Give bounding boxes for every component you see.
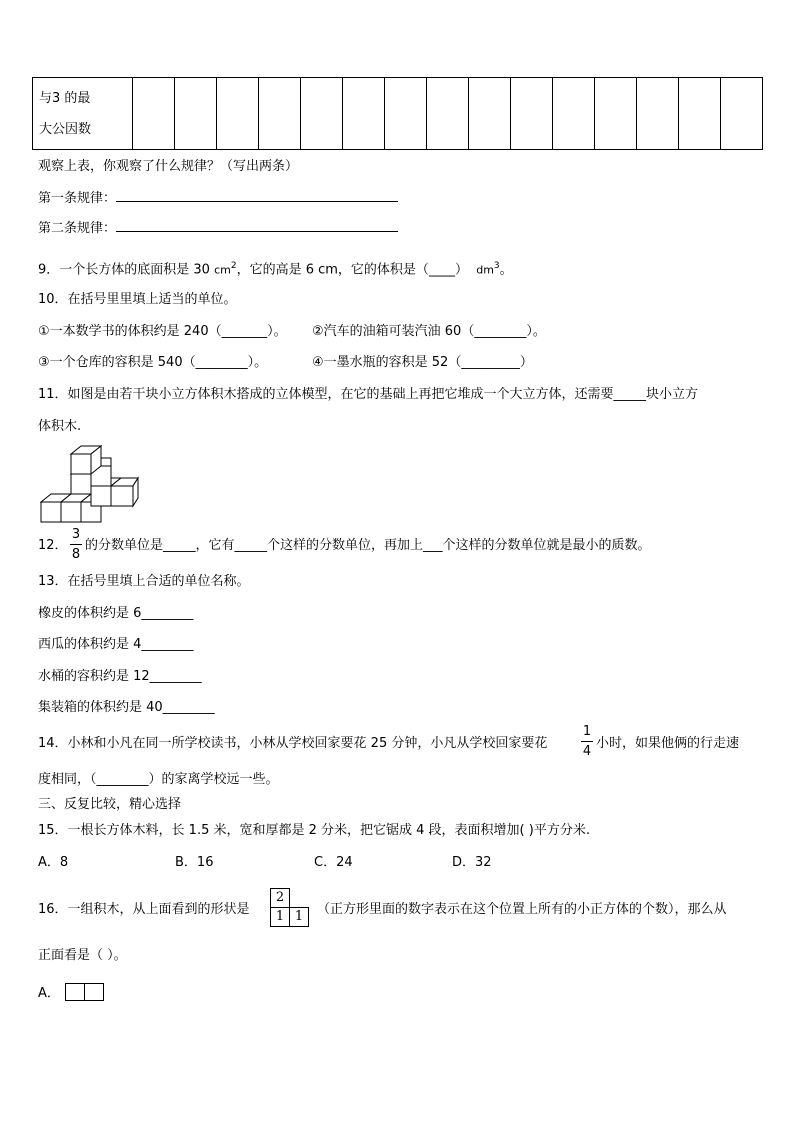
q11-line1: 11．如图是由若干块小立方体积木搭成的立体模型，在它的基础上再把它堆成一个大立方体，还需要_____块小立方 (38, 387, 699, 402)
top-view-cell-bottom-right: 1 (289, 907, 309, 927)
q10-item-c: ③一个仓库的容积是 540（________）。 (38, 355, 268, 370)
option-a-square-right (84, 983, 104, 1001)
q13-item-c: 水桶的容积约是 12________ (38, 669, 202, 684)
q14-line2: 度相同，（________）的家离学校远一些。 (38, 772, 279, 787)
table-cell[interactable] (553, 78, 595, 150)
table-cell[interactable] (259, 78, 301, 150)
table-cell[interactable] (721, 78, 763, 150)
q16-text-before: 16．一组积木，从上面看到的形状是 (38, 902, 250, 917)
q9-exp-3: 3 (493, 261, 500, 271)
table-cell[interactable] (427, 78, 469, 150)
q12-text: 的分数单位是_____，它有_____个这样的分数单位，再加上___个这样的分数单位就是最小的质数。 (85, 538, 651, 553)
top-view-cell-top: 2 (270, 888, 290, 908)
table-label-line1: 与3 的最 (39, 90, 91, 106)
q16-option-a-label[interactable]: A． (38, 986, 60, 1001)
q10-title: 10．在括号里里填上适当的单位。 (38, 292, 237, 307)
top-view-cell-bottom-left: 1 (270, 907, 290, 927)
q10-item-b: ②汽车的油箱可装汽油 60（________）。 (312, 324, 546, 339)
q13-title: 13．在括号里填上合适的单位名称。 (38, 574, 250, 589)
q13-item-b: 西瓜的体积约是 4________ (38, 637, 194, 652)
table-row-label (33, 78, 133, 150)
table-cell[interactable] (595, 78, 637, 150)
q9-answer-blank[interactable]: ____ (428, 262, 455, 278)
table-cell[interactable] (469, 78, 511, 150)
q10-item-d: ④一墨水瓶的容积是 52（_________） (312, 355, 533, 370)
q9-unit-dm: dm (476, 263, 494, 277)
q14-fraction-denominator: 4 (582, 744, 592, 759)
q9-unit-cm: cm (214, 263, 231, 277)
q15-option-c[interactable]: C．24 (314, 855, 353, 870)
cube-model-figure (40, 444, 140, 524)
q16-text-after: （正方形里面的数字表示在这个位置上所有的小正方体的个数），那么从 (317, 902, 727, 917)
observe-rule1 (38, 192, 398, 205)
question-9 (38, 262, 513, 276)
q13-item-a: 橡皮的体积约是 6________ (38, 606, 194, 621)
q9-text-before: 9．一个长方体的底面积是 30 (38, 262, 215, 278)
table-cell[interactable] (133, 78, 175, 150)
rule1-label: 第一条规律： (38, 191, 117, 206)
observe-question: 观察上表，你观察了什么规律？（写出两条） (38, 159, 299, 174)
q9-end: 。 (499, 262, 513, 278)
option-a-square-left (65, 983, 85, 1001)
table-cell[interactable] (301, 78, 343, 150)
q16-line2: 正面看是（ ）。 (38, 948, 127, 963)
gcd-table (32, 77, 763, 150)
table-cell[interactable] (217, 78, 259, 150)
table-cell[interactable] (637, 78, 679, 150)
q15-text: 15．一根长方体木料，长 1.5 米，宽和厚都是 2 分米，把它锯成 4 段，表面积增加( )平方分米. (38, 823, 590, 838)
rule2-answer-line[interactable] (116, 231, 398, 232)
table-cell[interactable] (679, 78, 721, 150)
q14-fraction-numerator: 1 (582, 724, 592, 739)
q10-item-a: ①一本数学书的体积约是 240（_______）。 (38, 324, 287, 339)
table-cell[interactable] (175, 78, 217, 150)
section-3-heading: 三、反复比较，精心选择 (38, 797, 182, 812)
table-cell[interactable] (511, 78, 553, 150)
q15-option-d[interactable]: D．32 (452, 855, 492, 870)
q9-exp-2: 2 (230, 261, 237, 271)
q12-fraction (70, 527, 82, 562)
table-cell[interactable] (343, 78, 385, 150)
rule1-answer-line[interactable] (116, 201, 398, 202)
table-cell[interactable] (385, 78, 427, 150)
table-label-line2: 大公因数 (39, 121, 92, 137)
q12-fraction-numerator: 3 (71, 527, 81, 542)
q14-text-after: 小时，如果他俩的行走速 (596, 736, 740, 751)
q9-close-paren: ） (454, 262, 468, 278)
q9-text-middle: ，它的高是 6 cm，它的体积是（ (236, 262, 429, 278)
q15-option-b[interactable]: B．16 (175, 855, 214, 870)
q13-item-d: 集装箱的体积约是 40________ (38, 700, 215, 715)
observe-rule2 (38, 222, 398, 235)
q12-fraction-denominator: 8 (71, 547, 81, 562)
q14-text-before: 14．小林和小凡在同一所学校读书，小林从学校回家要花 25 分钟，小凡从学校回家要花 (38, 736, 548, 751)
q15-option-a[interactable]: A．8 (38, 855, 69, 870)
rule2-label: 第二条规律： (38, 221, 117, 236)
q12-number: 12． (38, 538, 68, 553)
q11-line2: 体积木. (38, 419, 82, 434)
q14-fraction (581, 724, 593, 759)
